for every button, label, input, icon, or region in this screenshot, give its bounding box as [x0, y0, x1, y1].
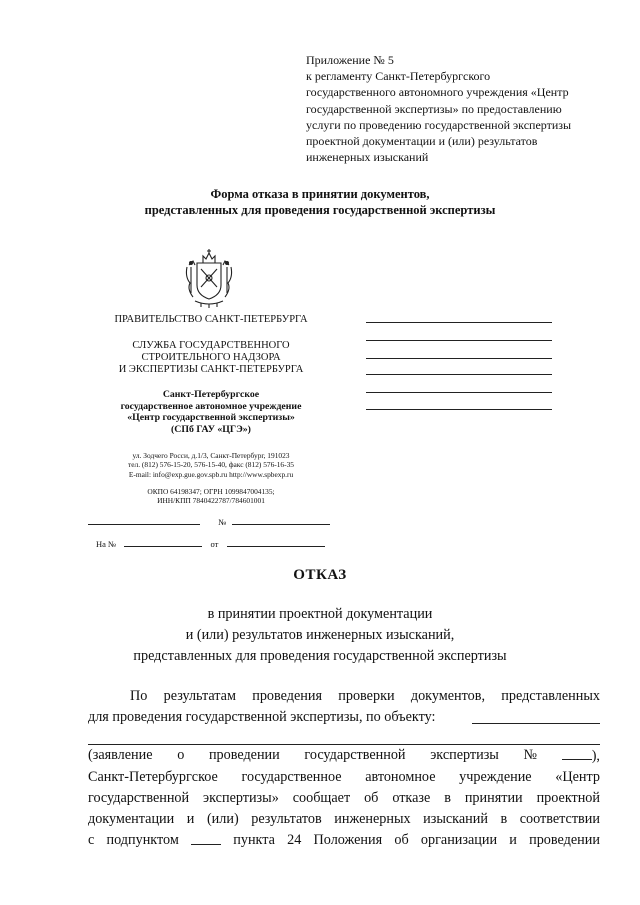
- service-line: И ЭКСПЕРТИЗЫ САНКТ-ПЕТЕРБУРГА: [118, 364, 304, 375]
- from-label: от: [210, 539, 219, 549]
- outgoing-number-row: [88, 515, 330, 527]
- subparagraph-blank[interactable]: [191, 830, 221, 845]
- subject-line: и (или) результатов инженерных изысканий,: [185, 627, 455, 643]
- appendix-note: [306, 52, 606, 165]
- appendix-line: проектной документации и (или) результатов: [306, 134, 538, 149]
- outgoing-number-blank[interactable]: [232, 515, 330, 525]
- appendix-line: государственной экспертизы» по предоставлению: [306, 101, 562, 116]
- coat-of-arms-icon: [181, 247, 237, 309]
- contact-line: тел. (812) 576-15-20, 576-15-40, факс (812) 576-16-35: [128, 460, 294, 470]
- application-number-blank[interactable]: [562, 745, 592, 760]
- document-heading: ОТКАЗ: [293, 567, 347, 583]
- appendix-line: инженерных изысканий: [306, 150, 429, 165]
- addressee-line[interactable]: [366, 374, 552, 375]
- form-title: [0, 186, 640, 218]
- body-line: Санкт-Петербургское государственное автономное учреждение «Центр: [88, 769, 600, 785]
- addressee-line[interactable]: [366, 340, 552, 341]
- letterhead-contacts: [96, 451, 326, 479]
- body-line: с подпунктом пункта 24 Положения об организации и проведении: [88, 832, 600, 848]
- subject-line: представленных для проведения государственной экспертизы: [133, 648, 507, 664]
- body-line: государственной экспертизы» сообщает об отказе в принятии проектной: [88, 790, 600, 806]
- institution-line: Санкт-Петербургское: [162, 389, 260, 400]
- addressee-line[interactable]: [366, 392, 552, 393]
- object-blank[interactable]: [472, 707, 600, 724]
- body-line: документации и (или) результатов инженерных изысканий в соответствии: [88, 811, 600, 827]
- reference-row: [96, 537, 325, 549]
- document-subject: [0, 604, 640, 667]
- service-line: СТРОИТЕЛЬНОГО НАДЗОРА: [141, 352, 281, 363]
- body-line: (заявление о проведении государственной экспертизы № ),: [88, 747, 600, 764]
- letterhead-institution: [96, 389, 326, 435]
- body-line: По результатам проведения проверки документов, представленных: [130, 688, 600, 704]
- institution-line: государственное автономное учреждение: [120, 400, 302, 412]
- body-text: [88, 686, 600, 851]
- body-line: [88, 728, 600, 745]
- object-continuation-blank[interactable]: [88, 728, 600, 745]
- appendix-line: Приложение № 5: [306, 53, 394, 67]
- outgoing-date-blank[interactable]: [88, 515, 200, 525]
- subject-line: в принятии проектной документации: [207, 606, 433, 622]
- appendix-line: услуги по проведению государственной экспертизы: [306, 117, 572, 132]
- letterhead-service: [96, 340, 326, 376]
- letterhead-government: ПРАВИТЕЛЬСТВО САНКТ-ПЕТЕРБУРГА: [114, 314, 308, 325]
- number-sign: №: [218, 517, 227, 527]
- addressee-line[interactable]: [366, 409, 552, 410]
- appendix-line: государственного автономного учреждения «Центр: [306, 85, 569, 100]
- contact-line: ул. Зодчего Росси, д.1/3, Санкт-Петербург, 191023: [132, 451, 290, 460]
- body-line: для проведения государственной экспертизы, по объекту:: [88, 707, 600, 728]
- codes-line: ИНН/КПП 7840422787/784601001: [157, 496, 265, 506]
- service-line: СЛУЖБА ГОСУДАРСТВЕННОГО: [132, 340, 290, 351]
- ref-number-blank[interactable]: [124, 537, 202, 547]
- form-title-line: Форма отказа в принятии документов,: [210, 187, 430, 201]
- form-title-line: представленных для проведения государственной экспертизы: [144, 203, 496, 217]
- codes-line: ОКПО 64198347; ОГРН 1099847004135;: [147, 487, 275, 496]
- institution-line: (СПб ГАУ «ЦГЭ»): [171, 423, 251, 435]
- institution-line: «Центр государственной экспертизы»: [127, 412, 295, 424]
- letterhead-codes: [96, 487, 326, 506]
- ref-label: На №: [96, 539, 117, 549]
- appendix-line: к регламенту Санкт-Петербургского: [306, 69, 491, 84]
- addressee-line[interactable]: [366, 322, 552, 323]
- addressee-line[interactable]: [366, 358, 552, 359]
- ref-date-blank[interactable]: [227, 537, 325, 547]
- contact-line: E-mail: info@exp.gue.gov.spb.ru http://www.spbexp.ru: [128, 469, 294, 479]
